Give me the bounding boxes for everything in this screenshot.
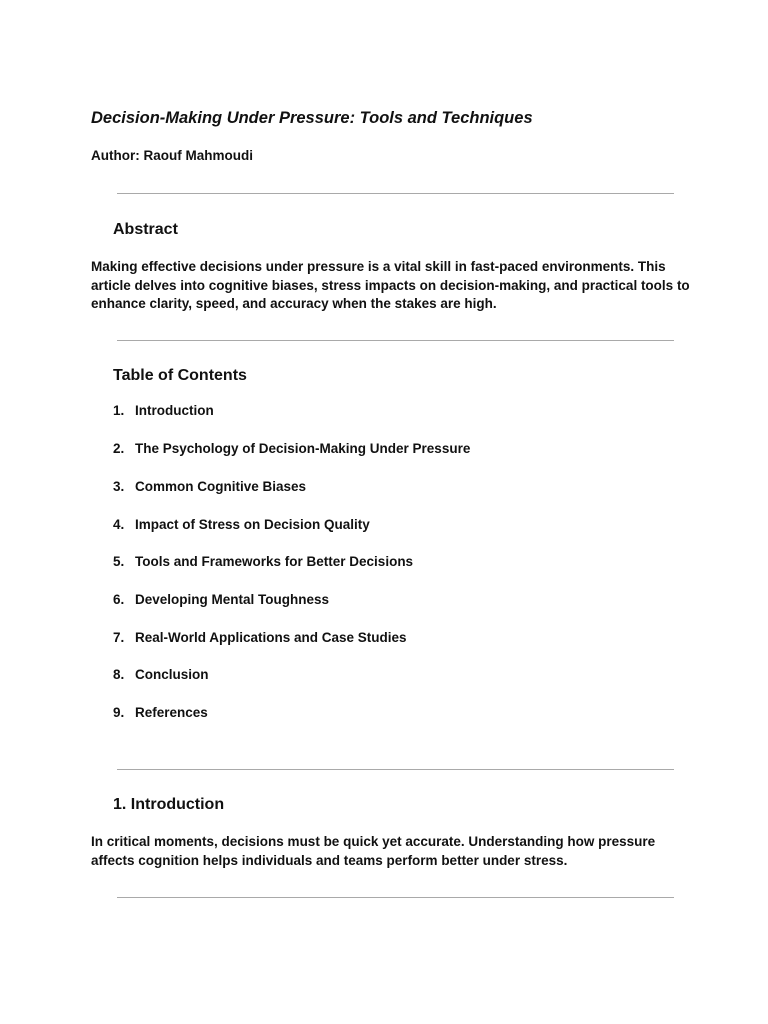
toc-item-introduction[interactable] xyxy=(113,403,214,418)
toc-item-number: 3. xyxy=(113,479,125,494)
toc-item-label: Tools and Frameworks for Better Decisions xyxy=(135,554,414,569)
divider xyxy=(117,769,674,770)
toc-item-label: The Psychology of Decision-Making Under Pressure xyxy=(135,441,471,456)
toc-item-number: 9. xyxy=(113,705,125,720)
toc-item-number: 6. xyxy=(113,592,125,607)
toc-item-label: Impact of Stress on Decision Quality xyxy=(135,517,370,532)
toc-item-number: 7. xyxy=(113,630,125,645)
toc-item-tools-frameworks[interactable] xyxy=(113,554,413,569)
toc-item-label: References xyxy=(135,705,208,720)
toc-item-label: Introduction xyxy=(135,403,214,418)
toc-item-number: 4. xyxy=(113,517,125,532)
toc-item-number: 8. xyxy=(113,667,125,682)
toc-heading: Table of Contents xyxy=(113,367,247,384)
toc-item-label: Common Cognitive Biases xyxy=(135,479,307,494)
divider xyxy=(117,897,674,898)
toc-item-number: 2. xyxy=(113,441,125,456)
toc-item-label: Conclusion xyxy=(135,667,209,682)
toc-item-label: Developing Mental Toughness xyxy=(135,592,330,607)
toc-item-number: 1. xyxy=(113,403,125,418)
toc-item-conclusion[interactable] xyxy=(113,667,209,682)
introduction-text: In critical moments, decisions must be quick yet accurate. Understanding how pressure affects cognition helps individuals and teams perform better under stress. xyxy=(91,834,656,868)
document-author: Author: Raouf Mahmoudi xyxy=(91,148,253,163)
abstract-heading: Abstract xyxy=(113,221,178,238)
abstract-text: Making effective decisions under pressure is a vital skill in fast-paced environments. This article delves into cognitive biases, stress impacts on decision-making, and practical tools to enhance clarity, speed, and accuracy when the stakes are high. xyxy=(91,259,690,311)
divider xyxy=(117,340,674,341)
toc-item-number: 5. xyxy=(113,554,125,569)
divider xyxy=(117,193,674,194)
toc-item-case-studies[interactable] xyxy=(113,630,407,645)
document-title: Decision-Making Under Pressure: Tools and Techniques xyxy=(91,109,533,127)
introduction-heading: 1. Introduction xyxy=(113,796,225,813)
toc-item-psychology[interactable] xyxy=(113,441,470,456)
toc-item-stress-impact[interactable] xyxy=(113,517,370,532)
toc-item-label: Real-World Applications and Case Studies xyxy=(135,630,407,645)
toc-item-mental-toughness[interactable] xyxy=(113,592,329,607)
toc-item-cognitive-biases[interactable] xyxy=(113,479,306,494)
toc-item-references[interactable] xyxy=(113,705,208,720)
